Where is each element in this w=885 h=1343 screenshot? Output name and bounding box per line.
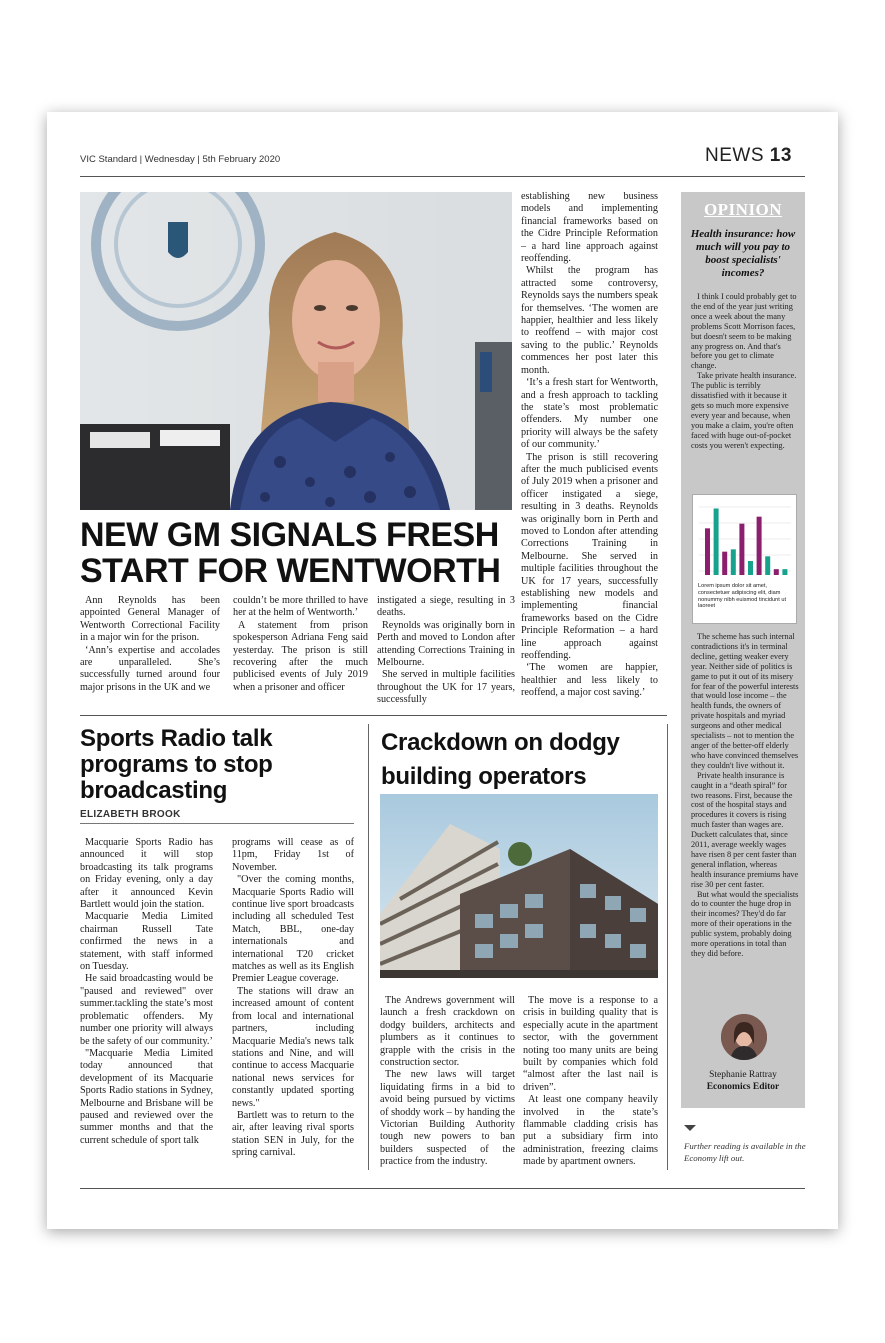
opinion-question: Health insurance: how much will you pay to boost specialists' incomes? [690, 228, 796, 279]
radio-paragraph: He said broadcasting would be "paused and reviewed" over summer.tackling the state’s most problematic offenders. My number one priority will always be the safety of our community.’ [80, 973, 213, 1047]
lead-paragraph: Ann Reynolds has been appointed General Manager of Wentworth Correctional Facility in a major win for the prison. [80, 595, 220, 644]
building-paragraph: At least one company heavily involved in the state’s flammable cladding crisis has put a subsidiary firm into administration, freezing claims made by apartment owners. [523, 1094, 658, 1168]
radio-paragraph: Macquarie Media Limited chairman Russell Tate confirmed the news in a statement, with staff informed on Tuesday. [80, 911, 213, 973]
section-name: NEWS [705, 145, 764, 166]
lead-right-paragraph: ‘It’s a fresh start for Wentworth, and a fresh approach to tackling the state’s most problematic offenders. My number one priority will always be the safety of our community.’ [521, 377, 658, 451]
byline-rule [80, 823, 354, 824]
radio-paragraph: "Macquarie Media Limited today announced that development of its Macquarie Sports Radio stations in Sydney, Melbourne and Brisbane will be paused and reviewed over the summer months and that the current schedule of sport talk [80, 1047, 213, 1146]
chart-bar [748, 561, 753, 575]
building-headline: Crackdown on dodgy building operators [381, 729, 620, 790]
woman-portrait-image [80, 192, 512, 510]
opinion-sidebar [681, 192, 805, 1108]
section-page-label [705, 145, 792, 167]
radio-paragraph: Macquarie Sports Radio has announced it will stop broadcasting its talk programs on Friday evening, only a day after it announced Kevin Bartlett would join the station. [80, 837, 213, 911]
opinion-paragraph: Take private health insurance. The public is terribly dissatisfied with it because it gets so much more expensive every year and because, when you make a claim, you're often faced with huge out-of-pocket costs you weren't expecting. [691, 371, 797, 450]
chart-bar [705, 528, 710, 575]
building-paragraph: The move is a response to a crisis in building quality that is especially acute in the apartment sector, with the government noting too many units are being built by companies which fold “almost after the last nail is driven”. [523, 995, 658, 1093]
opinion-paragraph: Private health insurance is caught in a “death spiral” for two reasons. First, because the cost of the hospital stays and procedures it covers is rising much faster than wages are. Duckett calculates that, since 2011, average weekly wages have risen 8 per cent faster than general inflation, whereas health insurance premiums have rise 30 per cent faster. [691, 770, 799, 889]
chart-bar [722, 552, 727, 575]
lead-paragraph: A statement from prison spokesperson Adriana Feng said yesterday. The prison is still recovering after the much publicised events of July 2019 when a prisoner and officer [233, 619, 368, 693]
chart-bar [739, 524, 744, 575]
lead-column-2 [233, 595, 368, 694]
page-number: 13 [769, 145, 792, 166]
author-role: Economics Editor [706, 1082, 780, 1092]
chart-bar [757, 517, 762, 575]
radio-paragraph: Bartlett was to return to the air, after leaving rival sports station SEN in July, for the spring carnival. [232, 1109, 354, 1159]
opinion-paragraph: I think I could probably get to the end of the year just writing once a week about the many problems Scott Morrison faces, but doesn't seem to be making any progress on. And that's before you get to climate change. [691, 292, 797, 371]
radio-headline: Sports Radio talk programs to stop broadcasting [80, 725, 273, 804]
lead-right-paragraph: The prison is still recovering after the much publicised events of July 2019 when a prisoner and officer instigated a siege, resulting in 3 deaths. Reynolds was originally born in Perth and moved to London after attending Corrections Training in Melbourne. She served in multiple facilities throughout the UK for 17 years, successfully establishing new models and implementing financial frameworks based on the Cidre Principle Reformation – a hard line approach against reoffending. [521, 451, 658, 662]
author-name: Stephanie Rattray [709, 1070, 777, 1080]
lead-column-1 [80, 595, 220, 694]
radio-column-2 [232, 837, 354, 1160]
building-column-2 [523, 995, 658, 1169]
column-divider [368, 724, 369, 1170]
opinion-paragraph: But what would the specialists do to counter the huge drop in their incomes? They'd do far more of their operations in the public system, probably doing more operations in total than they did before. [691, 889, 799, 958]
lead-paragraph: instigated a siege, resulting in 3 deaths. [377, 595, 515, 619]
lead-column-3 [377, 595, 515, 707]
newspaper-page [47, 112, 838, 1229]
masthead-info: VIC Standard | Wednesday | 5th February 2020 [80, 154, 281, 165]
author-avatar [721, 1014, 767, 1060]
chart-bar [765, 556, 770, 575]
lead-paragraph: couldn’t be more thrilled to have her at the helm of Wentworth.’ [233, 595, 368, 619]
building-photo [380, 794, 658, 978]
lead-right-paragraph: ‘The women are happier, healthier and less likely to reoffend, a major cost saving.’ [521, 662, 658, 699]
radio-byline: ELIZABETH BROOK [80, 809, 181, 820]
opinion-text-bottom [691, 632, 799, 959]
opinion-text-top [691, 292, 799, 451]
lead-photo [80, 192, 512, 510]
lead-headline-line: NEW GM SIGNALS FRESH [80, 516, 499, 554]
chart-bar [714, 509, 719, 576]
radio-paragraph: "Over the coming months, Macquarie Sports Radio will continue live sport broadcasts including all scheduled Test Match, BBL, one-day internationals and international T20 cricket matches as well as its English Premier League coverage. [232, 874, 354, 985]
header-rule [80, 176, 805, 177]
triangle-down-icon [684, 1125, 696, 1131]
chart-gridlines [699, 507, 791, 571]
radio-paragraph: programs will cease as of 11pm, Friday 1st of November. [232, 837, 354, 873]
chart-bar [731, 549, 736, 575]
opinion-title: OPINION [703, 200, 783, 219]
lead-headline [80, 517, 520, 589]
mini-chart [692, 494, 797, 624]
chart-caption: Lorem ipsum dolor sit amet, consectetuer adipiscing elit, diam nonummy nibh euismod tincidunt ut laoreet [698, 583, 786, 610]
footer-rule [80, 1188, 805, 1189]
chart-bar [774, 569, 779, 575]
lead-right-paragraph: Whilst the program has attracted some controversy, Reynolds says the numbers speak for themselves. ‘The women are happier, healthier and less likely to reoffend – with major cost saving to the public.’ Reynolds commences her post later this month. [521, 265, 658, 376]
opinion-paragraph: The scheme has such internal contradictions it's in terminal decline, getting weaker every year. Neither side of politics is game to put it out of its misery for fear of the powerful interests that would lose income – the health funds, the owners of private hospitals and myriad surgeons and other medical specialists – not to mention the anger of the better-off elderly who have convinced themselves they couldn't live without it. [691, 632, 799, 770]
lead-right-paragraph: establishing new business models and implementing financial frameworks based on the Cidre Principle Reformation – a hard line approach against reoffending. [521, 191, 658, 265]
apartment-building-image [380, 794, 658, 978]
building-paragraph: The Andrews government will launch a fresh crackdown on dodgy builders, architects and plumbers as it continues to grapple with the crisis in the construction sector. [380, 995, 515, 1069]
radio-paragraph: The stations will draw an increased amount of content from local and international partners, including Macquarie Media's news talk stations and Nine, and will continue to access Macquarie national news services for constantly updated sporting news." [232, 985, 354, 1109]
lead-paragraph: ‘Ann’s expertise and accolades are unparalleled. She’s successfully turned around four major prisons in the UK and we [80, 644, 220, 693]
radio-column-1 [80, 837, 213, 1147]
further-reading-note: Further reading is available in the Economy lift out. [684, 1141, 806, 1163]
chart-bar [782, 569, 787, 575]
lead-right-column [521, 191, 658, 700]
building-column-1 [380, 995, 515, 1169]
building-paragraph: The new laws will target liquidating firms in a bid to avoid being pursued by victims of shoddy work – by handing the Victorian Building Authority tough new powers to ban builders suspected of the practice from the industry. [380, 1069, 515, 1168]
lead-paragraph: She served in multiple facilities throughout the UK for 17 years, successfully [377, 669, 515, 706]
lead-paragraph: Reynolds was originally born in Perth and moved to London after attending Corrections Training in Melbourne. [377, 619, 515, 669]
section-divider [80, 715, 667, 716]
bar-chart [693, 495, 796, 583]
lead-headline-line: START FOR WENTWORTH [80, 552, 501, 590]
